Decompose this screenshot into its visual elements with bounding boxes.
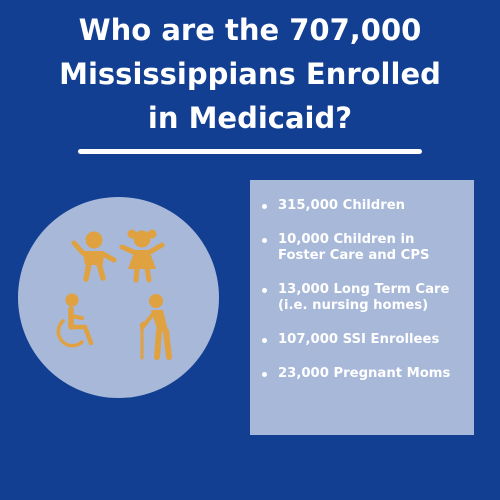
list-item-text: Foster Care and CPS <box>278 248 430 263</box>
list-item-text: 23,000 Pregnant Moms <box>278 366 451 381</box>
title-line-3: in Medicaid? <box>147 101 353 135</box>
enrollment-panel <box>250 180 474 435</box>
page-title <box>20 8 480 140</box>
girl-icon <box>122 230 162 281</box>
list-item <box>262 366 468 382</box>
title-line-1: Who are the 707,000 <box>78 13 422 47</box>
list-item-text: 13,000 Long Term Care <box>278 282 450 297</box>
list-item-text: 315,000 Children <box>278 198 406 213</box>
list-item-text: (i.e. nursing homes) <box>278 298 429 313</box>
list-item <box>262 282 468 314</box>
list-item-text: 10,000 Children in <box>278 232 415 247</box>
title-divider <box>78 149 422 154</box>
icon-group <box>18 197 219 398</box>
enrollment-list <box>250 180 474 382</box>
title-line-2: Mississippians Enrolled <box>59 57 441 91</box>
list-item <box>262 198 468 214</box>
list-item <box>262 232 468 264</box>
list-item <box>262 332 468 348</box>
boy-icon <box>74 232 114 280</box>
icon-circle <box>18 197 219 398</box>
list-item-text: 107,000 SSI Enrollees <box>278 332 440 347</box>
wheelchair-icon <box>58 294 91 346</box>
elderly-person-icon <box>141 294 169 358</box>
